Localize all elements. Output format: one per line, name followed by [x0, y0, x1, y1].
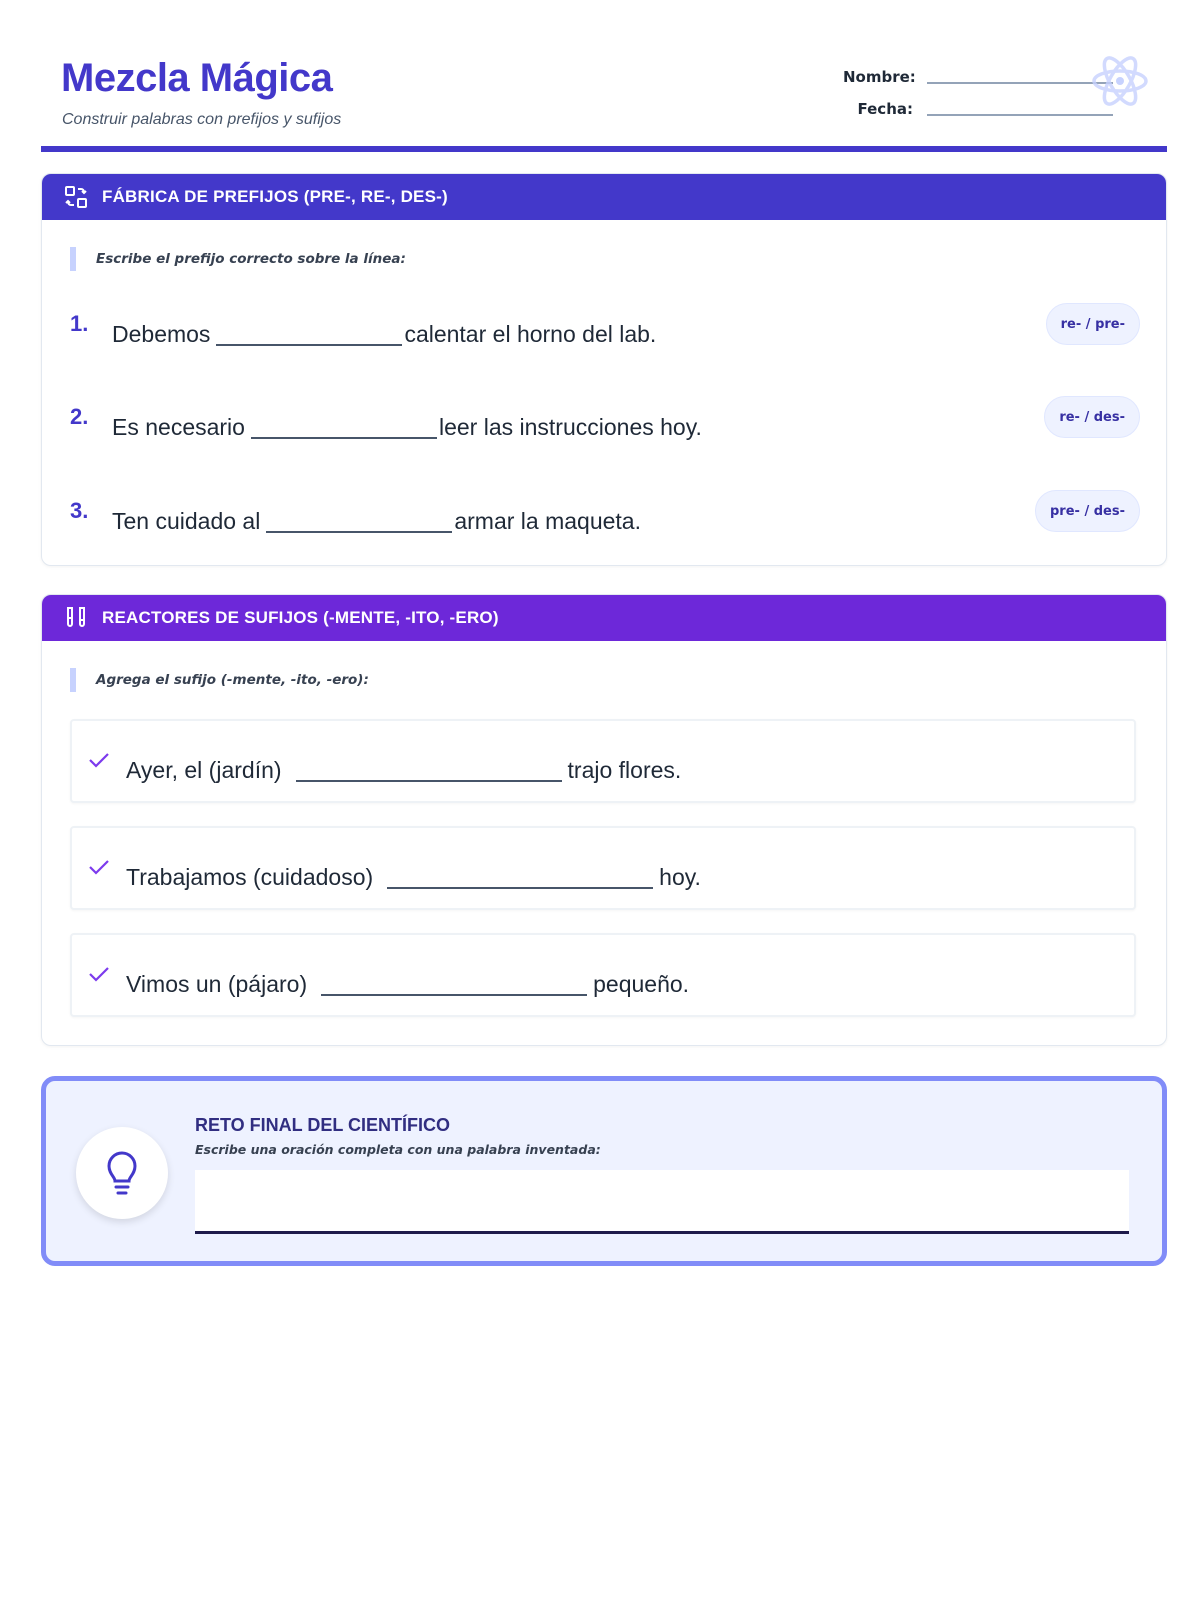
- worksheet-header: [41, 52, 1167, 152]
- header-divider: [41, 146, 1167, 152]
- question-text: [126, 971, 689, 998]
- prefix-section: [41, 173, 1167, 566]
- lightbulb-icon: [102, 1149, 142, 1197]
- hint-pill: re- / des-: [1044, 396, 1140, 438]
- page-subtitle: Construir palabras con prefijos y sufijos: [62, 111, 342, 128]
- question-text-after: pequeño.: [593, 971, 690, 997]
- question-text: [126, 757, 681, 784]
- suffix-question-1: [70, 719, 1136, 803]
- prefix-section-title: FÁBRICA DE PREFIJOS (PRE-, RE-, DES-): [102, 187, 448, 206]
- prefix-section-header: [42, 174, 1166, 220]
- hint-pill: pre- / des-: [1035, 490, 1140, 532]
- answer-blank[interactable]: [387, 887, 653, 889]
- question-text-before: Trabajamos (cuidadoso): [126, 864, 374, 890]
- challenge-instruction: Escribe una oración completa con una palabra inventada:: [195, 1142, 601, 1157]
- lightbulb-badge: [76, 1127, 168, 1219]
- question-text: [112, 414, 702, 441]
- suffix-question-3: [70, 933, 1136, 1017]
- challenge-answer-field[interactable]: [195, 1170, 1129, 1234]
- prefix-instruction: Escribe el prefijo correcto sobre la línea:: [70, 247, 406, 271]
- question-text: [112, 321, 656, 348]
- suffix-instruction: Agrega el sufijo (-mente, -ito, -ero):: [70, 668, 369, 692]
- question-text-after: hoy.: [659, 864, 701, 890]
- prefix-question-2: [70, 404, 1140, 454]
- question-text-after: leer las instrucciones hoy.: [438, 414, 702, 440]
- page-title: Mezcla Mágica: [61, 56, 333, 100]
- question-text: [112, 508, 641, 535]
- challenge-title: RETO FINAL DEL CIENTÍFICO: [195, 1115, 451, 1135]
- question-text-after: armar la maqueta.: [454, 508, 641, 534]
- question-text-before: Ayer, el (jardín): [126, 757, 282, 783]
- question-number: 3.: [70, 498, 89, 523]
- answer-blank[interactable]: [251, 437, 437, 439]
- answer-blank[interactable]: [321, 994, 587, 996]
- name-field[interactable]: [843, 68, 1113, 86]
- atom-icon: [1091, 52, 1149, 110]
- suffix-section: [41, 594, 1167, 1046]
- question-number: 1.: [70, 311, 89, 336]
- question-text-before: Ten cuidado al: [112, 508, 261, 534]
- suffix-section-header: [42, 595, 1166, 641]
- answer-blank[interactable]: [266, 531, 452, 533]
- question-text: [126, 864, 701, 891]
- name-label: Nombre:: [843, 68, 916, 86]
- suffix-section-title: REACTORES DE SUFIJOS (-MENTE, -ITO, -ERO): [102, 608, 499, 627]
- question-number: 2.: [70, 404, 89, 429]
- final-challenge: [41, 1076, 1167, 1266]
- date-line[interactable]: [927, 114, 1113, 116]
- factory-icon: [64, 185, 88, 209]
- answer-blank[interactable]: [296, 780, 562, 782]
- date-label: Fecha:: [857, 100, 913, 118]
- check-icon: [88, 751, 110, 769]
- question-text-before: Es necesario: [112, 414, 245, 440]
- prefix-question-1: [70, 311, 1140, 361]
- hint-pill: re- / pre-: [1046, 303, 1140, 345]
- prefix-question-3: [70, 498, 1140, 548]
- check-icon: [88, 965, 110, 983]
- question-text-after: trajo flores.: [567, 757, 682, 783]
- date-field[interactable]: [843, 100, 1113, 118]
- question-text-before: Debemos: [112, 321, 211, 347]
- question-text-after: calentar el horno del lab.: [404, 321, 657, 347]
- test-tubes-icon: [64, 606, 88, 630]
- check-icon: [88, 858, 110, 876]
- suffix-question-2: [70, 826, 1136, 910]
- question-text-before: Vimos un (pájaro): [126, 971, 308, 997]
- name-line[interactable]: [927, 82, 1113, 84]
- answer-blank[interactable]: [216, 344, 402, 346]
